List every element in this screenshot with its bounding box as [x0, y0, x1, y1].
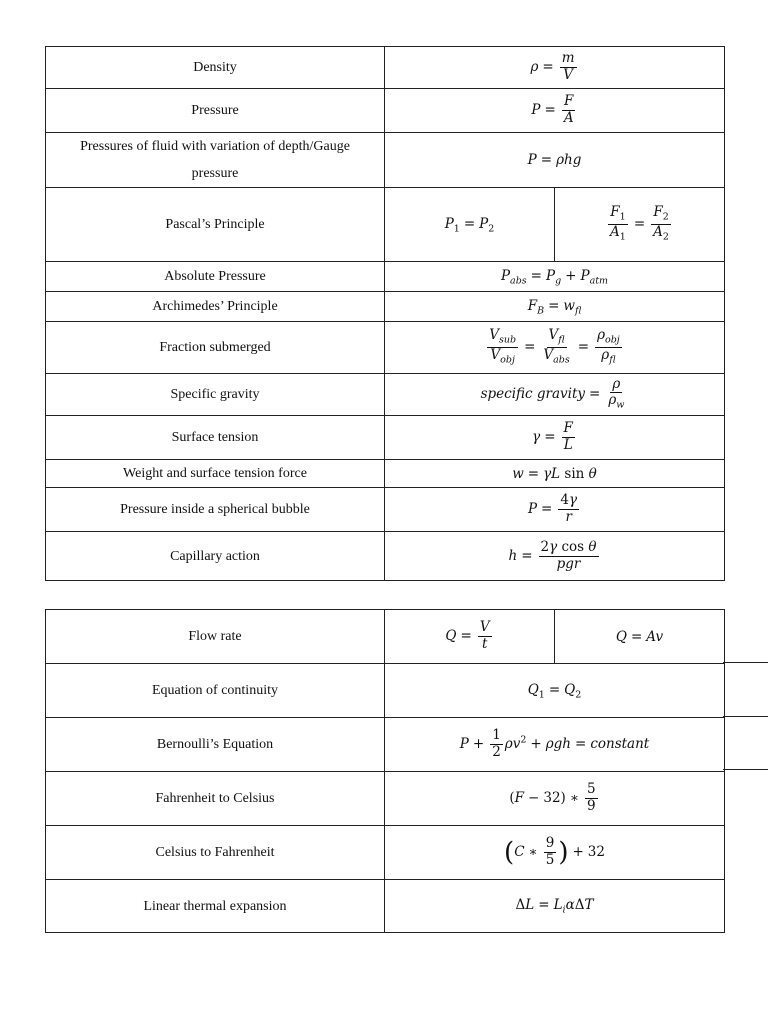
row-label: Equation of continuity — [46, 664, 385, 718]
table-row — [46, 188, 725, 262]
formula-cell — [385, 772, 725, 826]
fahrenheit-to-celsius-formula: (F − 32) ∗ $\frac{5}{9}$ — [509, 781, 596, 814]
fraction-submerged-formula: $\frac{V_{sub}}{V_{obj}}$ = $\frac{V_{fl}}{V_{abs}}$ = $\frac{\rho_{obj}}{\rho_{fl}}$ — [489, 327, 620, 366]
pascal-force-formula: $\frac{F_1}{A_1}$ = $\frac{F_2}{A_2}$ — [610, 204, 669, 243]
capillary-action-formula: h = $\frac{\text{2γ cos θ}}{\text{pgr}}$ — [508, 538, 597, 572]
row-label: Linear thermal expansion — [46, 880, 385, 933]
table-row — [46, 488, 725, 532]
formula-cell — [555, 610, 725, 664]
table-row — [46, 460, 725, 488]
formula-cell — [385, 47, 725, 89]
formula-cell — [385, 488, 725, 532]
formula-cell — [385, 292, 725, 322]
row-label: Flow rate — [46, 610, 385, 664]
table-row — [46, 322, 725, 374]
table-row — [46, 292, 725, 322]
row-label: Weight and surface tension force — [46, 460, 385, 488]
table-row — [46, 772, 725, 826]
formula-cell — [385, 532, 725, 581]
bernoulli-formula: P + $\frac{1}{2}$ $\rho v^2 + \rho gh$ = constant — [459, 727, 650, 760]
table-row — [46, 47, 725, 89]
formula-cell — [385, 664, 725, 718]
formula-cell — [385, 416, 725, 460]
table-row — [46, 826, 725, 880]
formula-cell — [385, 133, 725, 188]
row-label: Fahrenheit to Celsius — [46, 772, 385, 826]
row-label: Fraction submerged — [46, 322, 385, 374]
formula-cell — [385, 880, 725, 933]
bubble-pressure-formula: P = $\frac{4\gamma}{r}$ — [527, 492, 578, 525]
formula-table-flow-thermal — [45, 609, 725, 933]
formula-cell — [385, 718, 725, 772]
formula-cell — [385, 460, 725, 488]
table-row — [46, 374, 725, 416]
table-row — [46, 133, 725, 188]
surface-tension-force-formula: w = γL sin θ — [512, 465, 597, 482]
row-label: Density — [46, 47, 385, 89]
table-row — [46, 610, 725, 664]
formula-cell — [385, 322, 725, 374]
continuity-formula: $Q_1 = Q_2$ — [527, 681, 582, 701]
formula-table-fluids — [45, 46, 725, 581]
flow-rate-area-formula: Q = Av — [615, 628, 664, 645]
flow-rate-volume-formula: Q = $\frac{V}{t}$ — [445, 619, 490, 652]
surface-tension-formula: γ = $\frac{F}{L}$ — [532, 420, 573, 453]
formula-cell — [555, 188, 725, 262]
extended-rule-line — [723, 662, 768, 663]
formula-cell — [385, 826, 725, 880]
density-formula: ρ = $\frac{m}{V}$ — [530, 50, 575, 83]
row-label: Absolute Pressure — [46, 262, 385, 292]
row-label: Pascal’s Principle — [46, 188, 385, 262]
table-row — [46, 880, 725, 933]
linear-expansion-formula: $\Delta L = L_i\alpha\Delta T$ — [515, 897, 594, 916]
formula-cell — [385, 374, 725, 416]
specific-gravity-formula: specific gravity = $\frac{\rho}{\rho_w}$ — [480, 375, 625, 412]
table-row — [46, 89, 725, 133]
gauge-pressure-formula: P = ρhg — [527, 152, 582, 168]
row-label: Pressure inside a spherical bubble — [46, 488, 385, 532]
extended-rule-line — [723, 716, 768, 717]
celsius-to-fahrenheit-formula: (C ∗ $\frac{9}{5}$ ) + 32 — [504, 835, 605, 868]
table-row — [46, 718, 725, 772]
row-label: Specific gravity — [46, 374, 385, 416]
table-row — [46, 664, 725, 718]
pascal-pressure-formula: $P_1 = P_2$ — [444, 215, 495, 235]
formula-cell — [385, 610, 555, 664]
row-label: Surface tension — [46, 416, 385, 460]
row-label: Pressures of fluid with variation of depth/Gauge pressure — [46, 133, 385, 188]
row-label: Archimedes’ Principle — [46, 292, 385, 322]
pressure-formula: P = $\frac{F}{A}$ — [531, 93, 574, 126]
absolute-pressure-formula: $P_{abs} = P_g + P_{atm}$ — [500, 267, 609, 287]
formula-cell — [385, 188, 555, 262]
extended-rule-line — [723, 769, 768, 770]
row-label: Celsius to Fahrenheit — [46, 826, 385, 880]
formula-cell — [385, 89, 725, 133]
table-row — [46, 532, 725, 581]
formula-cell — [385, 262, 725, 292]
table-row — [46, 416, 725, 460]
table-row — [46, 262, 725, 292]
row-label: Bernoulli’s Equation — [46, 718, 385, 772]
row-label: Pressure — [46, 89, 385, 133]
row-label: Capillary action — [46, 532, 385, 581]
archimedes-formula: $F_B = w_{fl}$ — [527, 297, 582, 317]
